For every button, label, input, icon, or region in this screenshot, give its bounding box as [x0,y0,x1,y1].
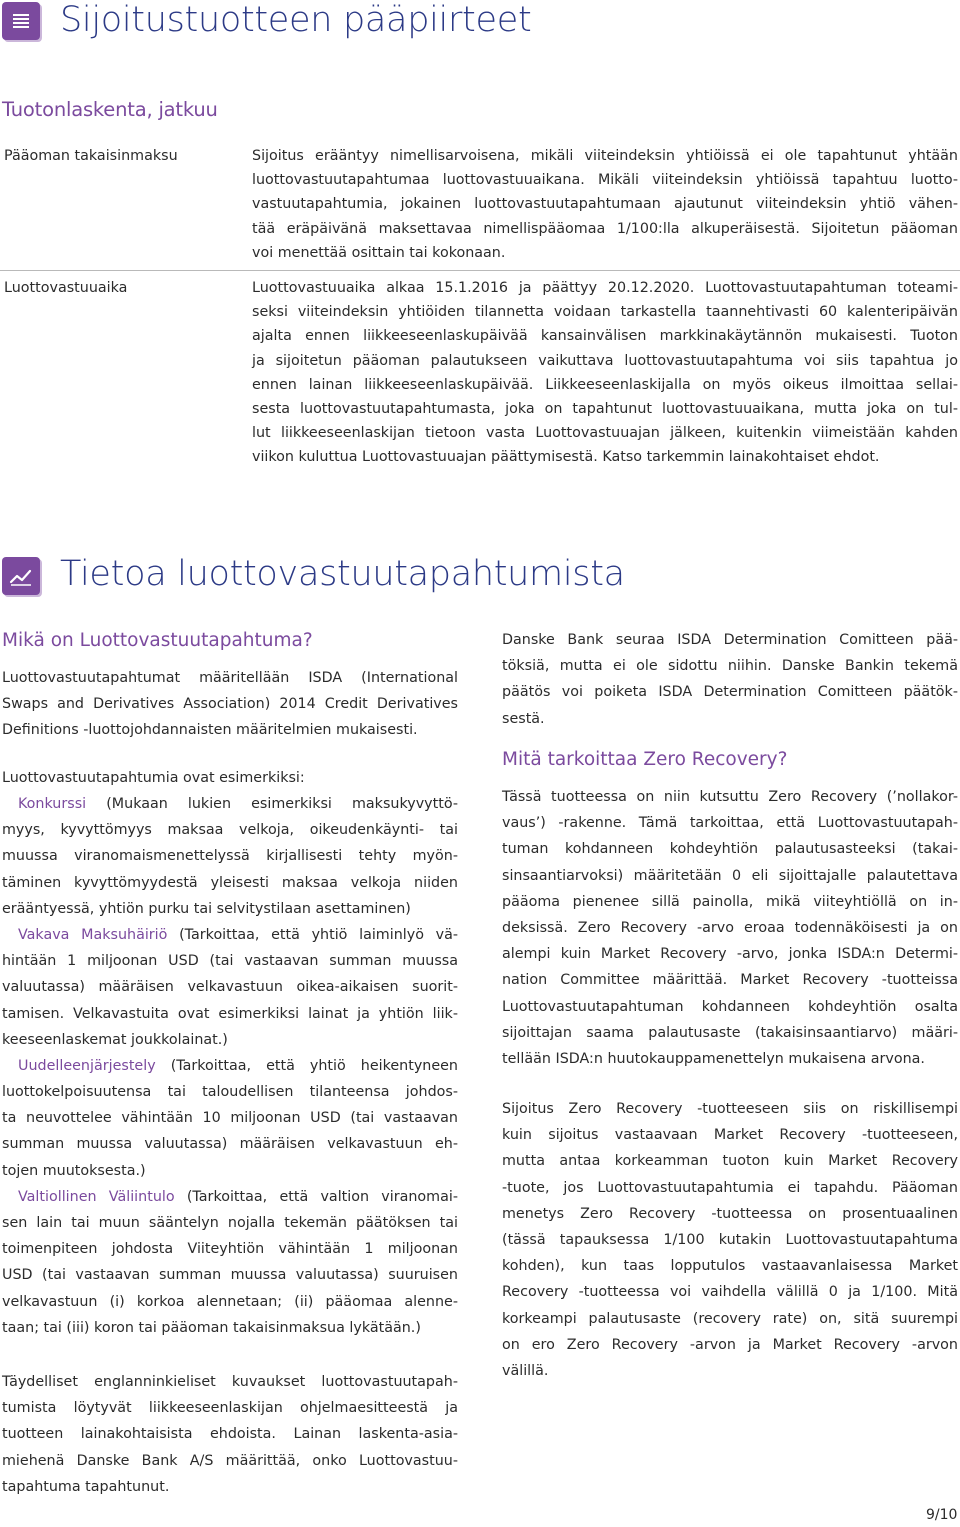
section-subtitle: Tuotonlaskenta, jatkuu [2,98,218,121]
text-line: välillä. [502,1362,549,1379]
text-line: Sijoitus Zero Recovery -tuotteeseen siis on riskillisempi [502,1101,958,1117]
list-item-text: (Tarkoittaa, että yhtiö heikentyneen [155,1057,458,1074]
text-line: (tässä tapauksessa 1/100 kutakin Luottovastuutapahtuma [502,1231,958,1248]
list-item-first-line [2,1053,458,1079]
section-title-credit-events: Tietoa luottovastuutapahtumista [60,554,625,594]
text-line: myys, kyvyttömyys maksaa velkoja, oikeudenkäynti- tai [2,822,458,839]
text-line: lut liikkeeseenlaskijan tietoon vasta Luottovastuuajan jälkeen, kuitenkin viimeistään kahden [252,425,958,442]
list-item-text: (Tarkoittaa, että yhtiö laiminlyö vä- [167,926,458,943]
row-label-principal: Pääoman takaisinmaksu [4,148,178,164]
text-line: sijoittajan saama palautusaste (takaisinsaantiarvo) määri- [502,1024,958,1041]
credit-event-list [2,791,458,1341]
text-line: voi menettää osittain tai kokonaan. [252,244,506,261]
text-line: keeseenlaskemat joukkolainat.) [2,1031,228,1048]
text-line: Täydelliset englanninkieliset kuvaukset luottovastuutapah- [2,1374,458,1390]
text-line: mutta antaa korkeamman tuoton kuin Market Recovery [502,1153,958,1170]
text-line: tojen muutoksesta.) [2,1162,146,1179]
text-line: viikon kuluttua Luottovastuuajan päättymisestä. Katso tarkemmin lainakohtaiset ehdot. [252,449,880,466]
text-line: alempi kuin Market Recovery -arvo, jonka ISDA:n Determi- [502,946,958,963]
divider [0,270,960,271]
text-line: vastuutapahtumia, jokainen luottovastuutapahtumaan ajautunut viiteindeksin yhtiö vähen- [252,196,958,213]
text-line: sen lain tai muun sääntelyn nojalla tekemän päätöksen tai [2,1215,458,1231]
text-line: päätös voi poiketa ISDA Determination Comitteen päätök- [502,684,958,701]
text-line: deksissä. Zero Recovery -arvo eroaa todennäköisesti ja on [502,919,958,936]
text-line: menetys Zero Recovery -tuotteessa on prosentuaalinen [502,1205,958,1222]
trend-chart-icon [2,557,40,595]
text-line: täminen kyvyttömyydestä yleisesti maksaa velkoja niiden [2,874,458,891]
text-line: Luottovastuutapahtumat määritellään ISDA (International [2,670,458,686]
page-number: 9/10 [926,1507,958,1523]
text-line: nation Committee määrittää. Market Recovery -tuotteissa [502,972,958,989]
credit-event-term: Valtiollinen Väliintulo [18,1188,175,1205]
text-line: Tässä tuotteessa on niin kutsuttu Zero Recovery (’nollakor- [502,789,958,805]
text-line: Luottovastuutapahtuman kohdanneen kohdeyhtiön osalta [502,998,958,1015]
list-item-first-line [2,922,458,948]
left-intro-text [2,665,458,744]
credit-event-term: Konkurssi [18,796,87,812]
text-line: sesta luottovastuutapahtumasta, joka on tapahtunut luottovastuuaikana, mutta joka on tul- [252,400,958,417]
zero-recovery-text [502,784,958,1072]
text-line: tuotteen lainakohtaisista ehdoista. Lainan laskenta-asia- [2,1426,458,1443]
text-line: sinsaantiarvoksi) määritetään 0 eli sijoittajalle palautettava [502,867,958,884]
text-line: Danske Bank seuraa ISDA Determination Comitteen pää- [502,632,958,648]
credit-period-text [252,276,958,470]
right-intro-text [502,627,958,732]
text-line: luottovastuutapahtumaa luottovastuuaikana. Mikäli viiteindeksin yhtiöissä tapahtuu luotto- [252,172,958,189]
text-line: seksi viiteindeksin yhtiöiden tilannetta voidaan tarkastella taannehtivasti 60 kalenteripäivän [252,304,958,321]
text-line: kohden), kun taas lopputulos vastaavanlaisessa Market [502,1258,958,1275]
zero-recovery-comparison-text [502,1096,958,1384]
text-line: Luottovastuuaika alkaa 15.1.2016 ja päättyy 20.12.2020. Luottovastuutapahtuman toteami- [252,280,958,296]
text-line: hintään 1 miljoonan USD (tai vastaavan summan muussa [2,953,458,970]
text-line: tää eräpäivänä maksettavaa nimellispääomaa 1/100:lla alkuperäisestä. Sijoitetun pääoman [252,220,958,237]
left-heading: Mikä on Luottovastuutapahtuma? [2,630,313,651]
text-line: pääoma pienenee sillä painolla, mikä viiteyhtiöllä on in- [502,893,958,910]
left-closing-text [2,1369,458,1500]
text-line: tellään ISDA:n huutokauppamenettelyn mukaisena arvona. [502,1050,925,1067]
text-line: korkeampi palautusaste (recovery rate) on, sitä suurempi [502,1310,958,1327]
text-line: miehenä Danske Bank A/S määrittää, onko Luottovastuu- [2,1452,458,1469]
text-line: ta neuvottelee vähintään 10 miljoonan USD (tai vastaavan [2,1110,458,1127]
text-line: sestä. [502,710,545,727]
zero-recovery-heading: Mitä tarkoittaa Zero Recovery? [502,749,788,770]
examples-title: Luottovastuutapahtumia ovat esimerkiksi: [2,770,305,786]
list-item-first-line [2,791,458,817]
text-line: velkavastuun (i) korkoa alennetaan; (ii) pääomaa alenne- [2,1293,458,1310]
text-line: tapahtuma tapahtunut. [2,1478,170,1495]
text-line: on ero Zero Recovery -arvon ja Market Recovery -arvon [502,1336,958,1353]
text-line: summan muussa valuutassa) määräisen velkavastuun eh- [2,1136,458,1153]
list-icon [2,2,40,40]
text-line: tamisen. Velkavastuita ovat esimerkiksi lainat ja yhtiön liik- [2,1005,458,1022]
row-label-credit-period: Luottovastuuaika [4,280,128,296]
list-item-text: (Mukaan lukien esimerkiksi maksukyvyttö- [86,796,458,812]
text-line: vaus’) -rakenne. Tämä tarkoittaa, että Luottovastuutapah- [502,815,958,832]
text-line: erääntyessä, yhtiön purku tai selvitystilaan asettaminen) [2,900,411,917]
list-item-first-line [2,1184,458,1210]
text-line: ajalta ennen liikkeeseenlaskupäivää kansainvälisen markkinakäytännön mukaisesti. Tuoton [252,328,958,345]
text-line: töksiä, mutta ei ole sidottu niihin. Danske Bankin tekemä [502,658,958,675]
list-item-text: (Tarkoittaa, että valtion viranomai- [174,1188,458,1205]
text-line: taan; tai (iii) koron tai pääoman takaisinmaksua lykätään.) [2,1319,421,1336]
text-line: USD (tai vastaavan summan muussa valuutassa) suuruisen [2,1267,458,1284]
text-line: toimenpiteen johdosta Viiteyhtiön vähintään 1 miljoonan [2,1241,458,1258]
text-line: Sijoitus erääntyy nimellisarvoisena, mikäli viiteindeksin yhtiöissä ei ole tapahtunut yhtään [252,148,958,164]
text-line: valuutassa) määräisen velkavastuun oikea-aikaisen suorit- [2,979,458,996]
text-line: kuin sijoitus vastaavaan Market Recovery -tuotteeseen, [502,1127,958,1144]
credit-event-term: Vakava Maksuhäiriö [18,926,168,943]
credit-event-term: Uudelleenjärjestely [18,1057,156,1074]
text-line: ennen lainan liikkeeseenlaskupäivää. Liikkeeseenlaskijalla on myös oikeus ilmoittaa sellai- [252,376,958,393]
text-line: Definitions -luottojohdannaisten määritelmien mukaisesti. [2,722,418,739]
text-line: muussa viranomaismenettelyssä kirjallisesti tehty myön- [2,848,458,865]
text-line: Recovery -tuotteessa voi vaihdella välillä 0 ja 1/100. Mitä [502,1284,958,1301]
text-line: Swaps and Derivatives Association) 2014 Credit Derivatives [2,696,458,713]
text-line: luottokelpoisuutensa tai taloudellisen tilanteensa johdos- [2,1084,458,1101]
text-line: ja sijoitetun pääoman palautukseen vaikuttava luottovastuutapahtuma voi siis tapahtua jo [252,352,958,369]
page-title: Sijoitustuotteen pääpiirteet [60,0,532,40]
text-line: tuman kohdanneen kohdeyhtiön palautusasteeksi (takai- [502,841,958,858]
text-line: tumista löytyvät liikkeeseenlaskijan ohjelmaesitteestä ja [2,1400,458,1417]
principal-repayment-text [252,144,958,265]
text-line: -tuote, jos Luottovastuutapahtumia ei tapahdu. Pääoman [502,1179,958,1196]
